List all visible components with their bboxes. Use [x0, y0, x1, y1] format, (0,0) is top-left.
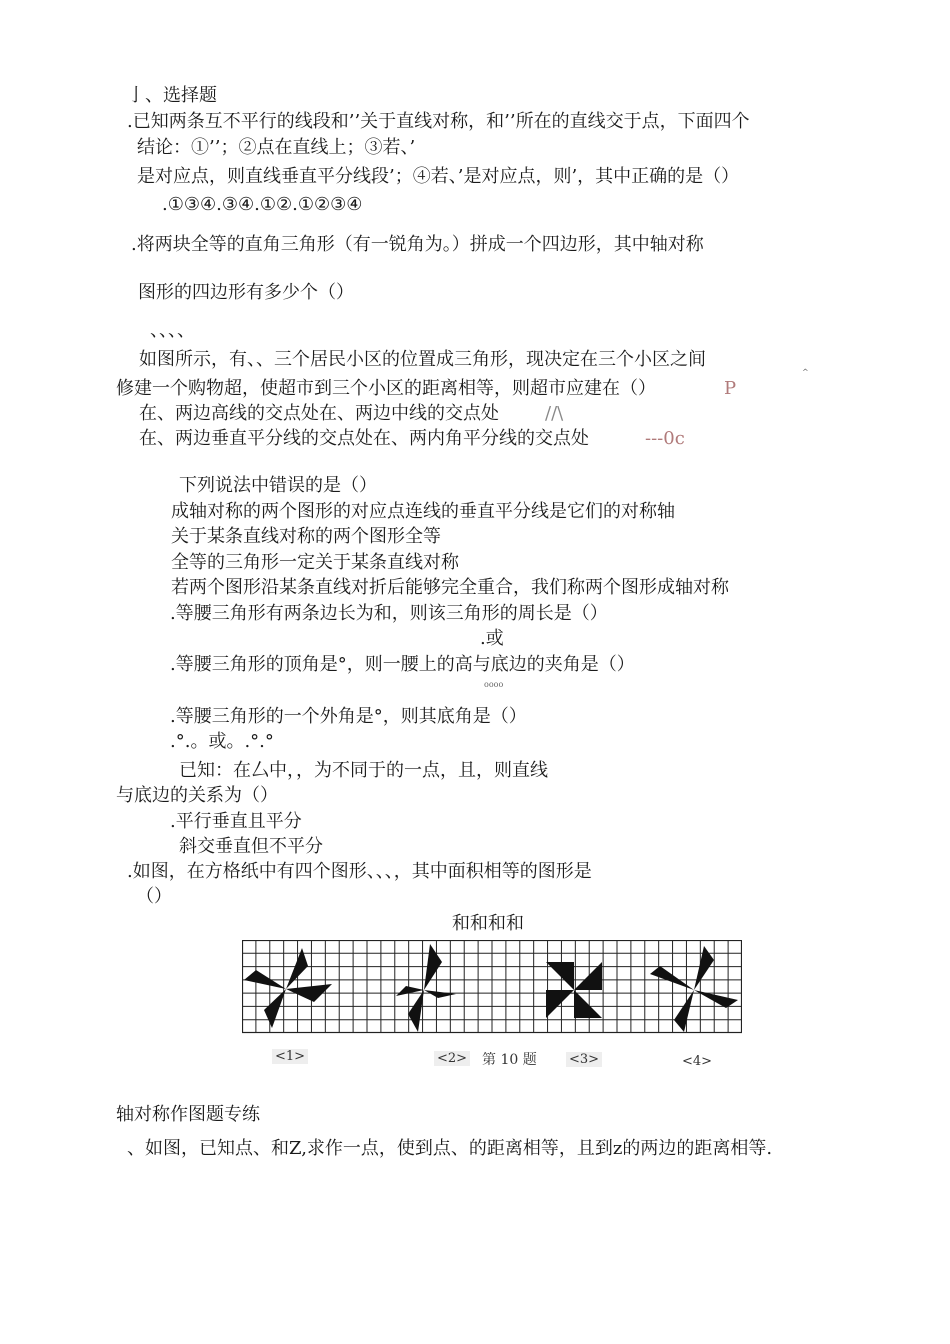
figure-label-1: <1> [272, 1049, 308, 1065]
figure-label-3: <3> [566, 1052, 602, 1068]
question-8-options-ab: .平行垂直且平分 [170, 811, 302, 832]
figure-caption: 第 10 题 [482, 1052, 537, 1068]
question-7-options: .°.。或。.°.° [170, 731, 274, 752]
question-1-options: .①③④.③④.①②.①②③④ [162, 194, 363, 215]
question-1-conclusions-cont: 是对应点，则直线垂直平分线段’；④若、’是对应点，则’，其中正确的是（） [137, 166, 740, 187]
question-3-options-ab: 在、两边高线的交点处在、两边中线的交点处 [139, 403, 499, 424]
question-7-stem: .等腰三角形的一个外角是°，则其底角是（） [170, 706, 527, 727]
question-4-option-b: 关于某条直线对称的两个图形全等 [171, 526, 441, 547]
question-1-stem: .已知两条互不平行的线段和’’关于直线对称，和’’所在的直线交于点，下面四个 [127, 111, 750, 132]
question-8-stem: 已知：在厶中，，为不同于的一点，且，则直线 [179, 760, 548, 781]
grid-figure [242, 940, 742, 1035]
question-2-stem-cont: 图形的四边形有多少个（） [138, 282, 354, 303]
question-4-option-c: 全等的三角形一定关于某条直线对称 [171, 552, 459, 573]
question-3-options-cd: 在、两边垂直平分线的交点处在、两内角平分线的交点处 [139, 428, 589, 449]
question-8-stem-cont: 与底边的关系为（） [116, 785, 278, 806]
question-2-options: 、、、、 [150, 320, 195, 341]
question-4-option-d: 若两个图形沿某条直线对折后能够完全重合，我们称两个图形成轴对称 [171, 577, 729, 598]
question-3-stem: 如图所示，有、、三个居民小区的位置成三角形，现决定在三个小区之间 [139, 349, 706, 370]
figure-label-4: <4> [682, 1054, 713, 1069]
question-3-figure-label: P [724, 378, 737, 399]
question-6-options: oooo [484, 680, 504, 689]
pinwheel-figure-4 [650, 946, 738, 1032]
figure-top-labels: 和和和和 [452, 913, 524, 934]
pinwheel-figure-3 [546, 962, 602, 1018]
pinwheel-figure-1 [244, 948, 332, 1028]
figure-label-2: <2> [434, 1051, 470, 1067]
question-9-blank: （） [136, 886, 172, 907]
section-heading: 亅、选择题 [127, 85, 217, 106]
pinwheel-figure-2 [396, 944, 456, 1032]
question-4-option-a: 成轴对称的两个图形的对应点连线的垂直平分线是它们的对称轴 [171, 501, 675, 522]
question-2-stem: .将两块全等的直角三角形（有一锐角为。）拼成一个四边形，其中轴对称 [131, 234, 704, 255]
question-8-options-cd: 斜交垂直但不平分 [179, 836, 323, 857]
question-3-figure-lines: //\ [545, 403, 564, 424]
question-3-figure-base: ---0c [645, 428, 685, 449]
section-heading-2: 轴对称作图题专练 [116, 1104, 260, 1125]
question-3-mark: ^ [802, 368, 809, 377]
question-1-conclusions: 结论：①’’；②点在直线上；③若、’ [137, 137, 416, 158]
question-6-stem: .等腰三角形的顶角是°，则一腰上的高与底边的夹角是（） [170, 654, 635, 675]
construction-question-1: 、如图，已知点、和Z,求作一点，使到点、的距离相等，且到z的两边的距离相等. [127, 1138, 773, 1159]
question-3-stem-cont: 修建一个购物超，使超市到三个小区的距离相等，则超市应建在（） [116, 378, 656, 399]
question-5-stem: .等腰三角形有两条边长为和，则该三角形的周长是（） [170, 603, 608, 624]
question-4-stem: 下列说法中错误的是（） [179, 475, 377, 496]
question-9-stem: .如图，在方格纸中有四个图形、、、，其中面积相等的图形是 [127, 861, 592, 882]
question-5-options: .或 [480, 628, 504, 649]
